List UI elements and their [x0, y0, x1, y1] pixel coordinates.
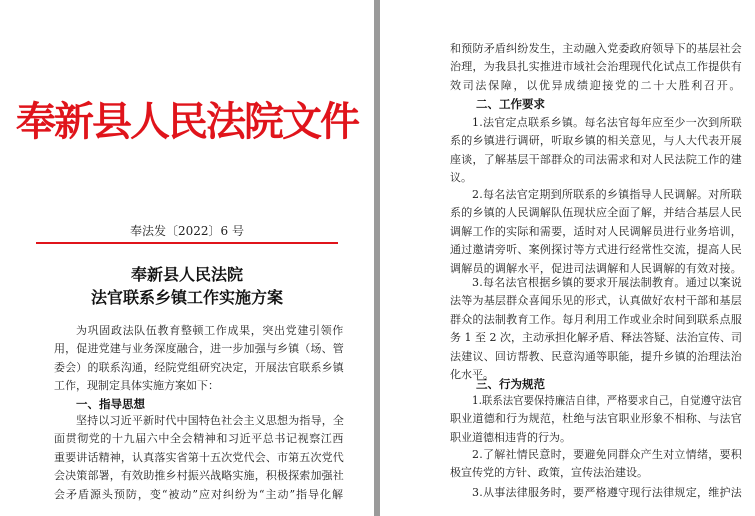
text-line: 系的乡镇的人民调解队伍现状应全面了解，并结合基层人民	[450, 206, 742, 220]
text-line: 化水平。	[450, 368, 494, 382]
text-line: 1.法官定点联系乡镇。每名法官每年应至少一次到所联	[472, 116, 742, 129]
text-line: 用，促进党建与业务深度融合，进一步加强与乡镇（场、管	[54, 342, 344, 356]
text-line: 坚持以习近平新时代中国特色社会主义思想为指导，全	[76, 414, 345, 427]
text-line: 座谈，了解基层干部群众的司法需求和对人民法院工作的建	[450, 152, 742, 166]
text-line: 通过邀请旁听、案例探讨等方式进行经常性交流，提高人民	[450, 243, 742, 257]
continued-paragraph	[450, 40, 742, 95]
document-page-right	[380, 0, 755, 516]
text-line: 重要讲话精神，认真落实省第十五次党代会、市第五次党代	[54, 450, 344, 464]
text-line: 效司法保障，以优异成绩迎接党的二十大胜利召开。	[450, 78, 743, 92]
section-heading-guiding-ideology: 一、指导思想	[76, 397, 145, 411]
text-line: 为巩固政法队伍教育整顿工作成果，突出党建引领作	[76, 324, 344, 337]
text-line: 议。	[450, 171, 472, 185]
text-line: 法等为基层群众喜闻乐见的形式，认真做好农村干部和基层	[450, 294, 742, 308]
text-line: 法建议、回访帮教、民意沟通等职能，提升乡镇的治理法治	[450, 349, 742, 363]
text-line: 3.每名法官根据乡镇的要求开展法制教育。通过以案说	[472, 276, 742, 289]
text-line: 极宣传党的方针、政策，宣传法治建设。	[450, 466, 648, 480]
document-number: 奉法发〔2022〕6 号	[130, 224, 244, 238]
requirement-item-3	[450, 274, 742, 384]
text-line: 委会）的联系沟通，经院党组研究决定，开展法官联系乡镇	[54, 360, 344, 374]
section-heading-work-requirements: 二、工作要求	[476, 97, 545, 111]
conduct-rule-3	[450, 484, 742, 502]
text-line: 调解工作的实际和需要，适时对人民调解员进行业务培训，	[450, 224, 742, 238]
conduct-rule-1	[450, 392, 755, 447]
text-line: 职业道德相违背的行为。	[450, 430, 571, 444]
guiding-ideology-paragraph	[54, 412, 344, 504]
text-line: 面贯彻党的十九届六中全会精神和习近平总书记视察江西	[54, 432, 344, 446]
document-page-left	[0, 0, 374, 516]
document-title-line2: 法官联系乡镇工作实施方案	[90, 288, 283, 307]
document-header-title: 奉新县人民法院文件	[16, 99, 358, 145]
text-line: 会决策部署，有效助推乡村振兴战略实施，积极探索加强社	[54, 469, 344, 483]
document-title-line1: 奉新县人民法院	[130, 265, 243, 284]
section-heading-conduct-rules: 三、行为规范	[476, 377, 545, 391]
intro-paragraph	[54, 322, 344, 396]
text-line: 2.了解社情民意时，要避免同群众产生对立情绪，要积	[472, 448, 742, 461]
text-line: 系的乡镇进行调研，听取乡镇的相关意见，与人大代表开展	[450, 134, 742, 148]
text-line: 工作，现制定具体实施方案如下：	[54, 379, 219, 393]
text-line: 群众的法制教育工作。每月利用工作或业余时间到联系点服	[450, 312, 742, 326]
text-line: 治理，为我县扎实推进市域社会治理现代化试点工作提供有	[450, 60, 742, 74]
text-line: 务 1 至 2 次，主动承担化解矛盾、释法答疑、法治宣传、司	[450, 331, 742, 345]
requirement-item-1	[450, 114, 742, 188]
requirement-item-2	[450, 186, 742, 278]
text-line: 1.联系法官要保持廉洁自律，严格要求自己，自觉遵守法官	[472, 394, 743, 407]
text-line: 和预防矛盾纠纷发生，主动融入党委政府领导下的基层社会	[450, 42, 742, 55]
text-line: 会矛盾源头预防，变“被动”应对纠纷为“主动”指导化解	[54, 487, 344, 501]
text-line: 2.每名法官定期到所联系的乡镇指导人民调解。对所联	[472, 188, 742, 201]
text-line: 职业道德和行为规范，杜绝与法官职业形象不相称、与法官	[450, 412, 742, 426]
red-separator-line	[36, 242, 338, 244]
conduct-rule-2	[450, 446, 742, 483]
text-line: 3.从事法律服务时，要严格遵守现行法律规定，维护法	[472, 486, 742, 499]
text-line: 调解员的调解水平，促进司法调解和人民调解的有效对接。	[450, 261, 742, 275]
